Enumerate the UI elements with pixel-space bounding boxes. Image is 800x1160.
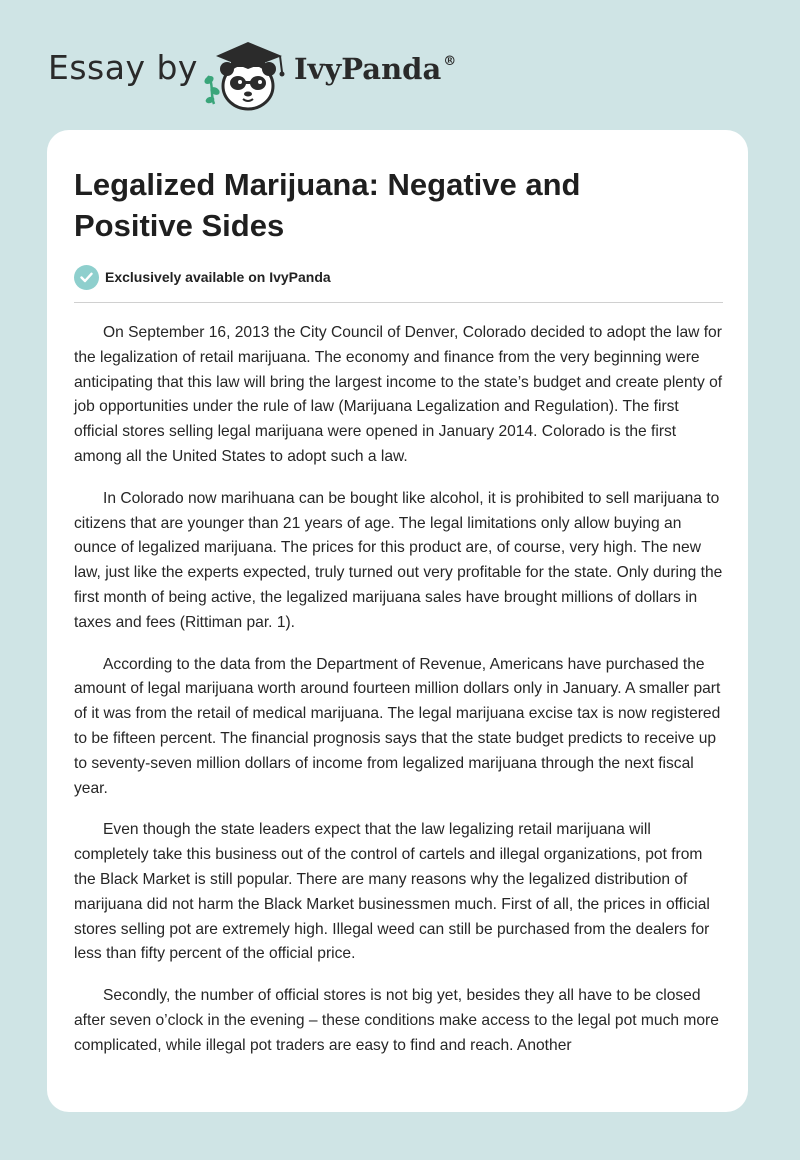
page-title: Legalized Marijuana: Negative and Positive Sides (74, 167, 581, 243)
essay-body (74, 321, 724, 1076)
checkmark-icon (74, 265, 99, 290)
badge-label: Exclusively available on IvyPanda (105, 269, 331, 285)
ivypanda-logo-icon[interactable] (200, 36, 290, 112)
paragraph: Secondly, the number of official stores is not big yet, besides they all have to be closed after seven o’clock in the evening – these conditions make access to the legal pot much more complicated, while illegal pot traders are easy to find and reach. Another (74, 987, 719, 1054)
essay-by-label: Essay by (48, 48, 198, 87)
brand-name[interactable] (294, 52, 456, 86)
essay-card (47, 130, 748, 1112)
site-header (0, 0, 800, 130)
paragraph: Even though the state leaders expect that the law legalizing retail marijuana will completely take this business out of the control of cartels and illegal organizations, pot from the Black Market is still popular. There are many reasons why the legalized distribution of marijuana did not harm the Black Market businessmen much. First of all, the prices in official stores selling pot are extremely high. Illegal weed can still be purchased from the dealers for less than fifty percent of the official price. (74, 821, 710, 963)
registered-mark: ® (443, 54, 457, 69)
divider (74, 302, 723, 303)
paragraph: On September 16, 2013 the City Council of Denver, Colorado decided to adopt the law for the legalization of retail marijuana. The economy and finance from the very beginning were anticipating that this law will bring the largest income to the state’s budget and create plenty of job opportunities under the rule of law (Marijuana Legalization and Regulation). The first official stores selling legal marijuana were opened in January 2014. Colorado is the first among all the United States to adopt such a law. (74, 324, 723, 465)
exclusive-badge (74, 264, 331, 290)
brand-text: IvyPanda (294, 52, 442, 86)
paragraph: In Colorado now marihuana can be bought like alcohol, it is prohibited to sell marijuana to citizens that are younger than 21 years of age. The legal limitations only allow buying an ounce of legalized marijuana. The prices for this product are, of course, very high. The new law, just like the experts expected, truly turned out very profitable for the state. Only during the first month of being active, the legalized marijuana sales have brought millions of dollars in taxes and fees (Rittiman par. 1). (74, 489, 723, 631)
paragraph: According to the data from the Department of Revenue, Americans have purchased the amount of legal marijuana worth around fourteen million dollars only in January. A smaller part of it was from the retail of medical marijuana. The legal marijuana excise tax is now registered to be fifteen percent. The financial prognosis says that the state budget predicts to receive up to seventy-seven million dollars of income from legalized marijuana through the next fiscal year. (74, 655, 721, 797)
